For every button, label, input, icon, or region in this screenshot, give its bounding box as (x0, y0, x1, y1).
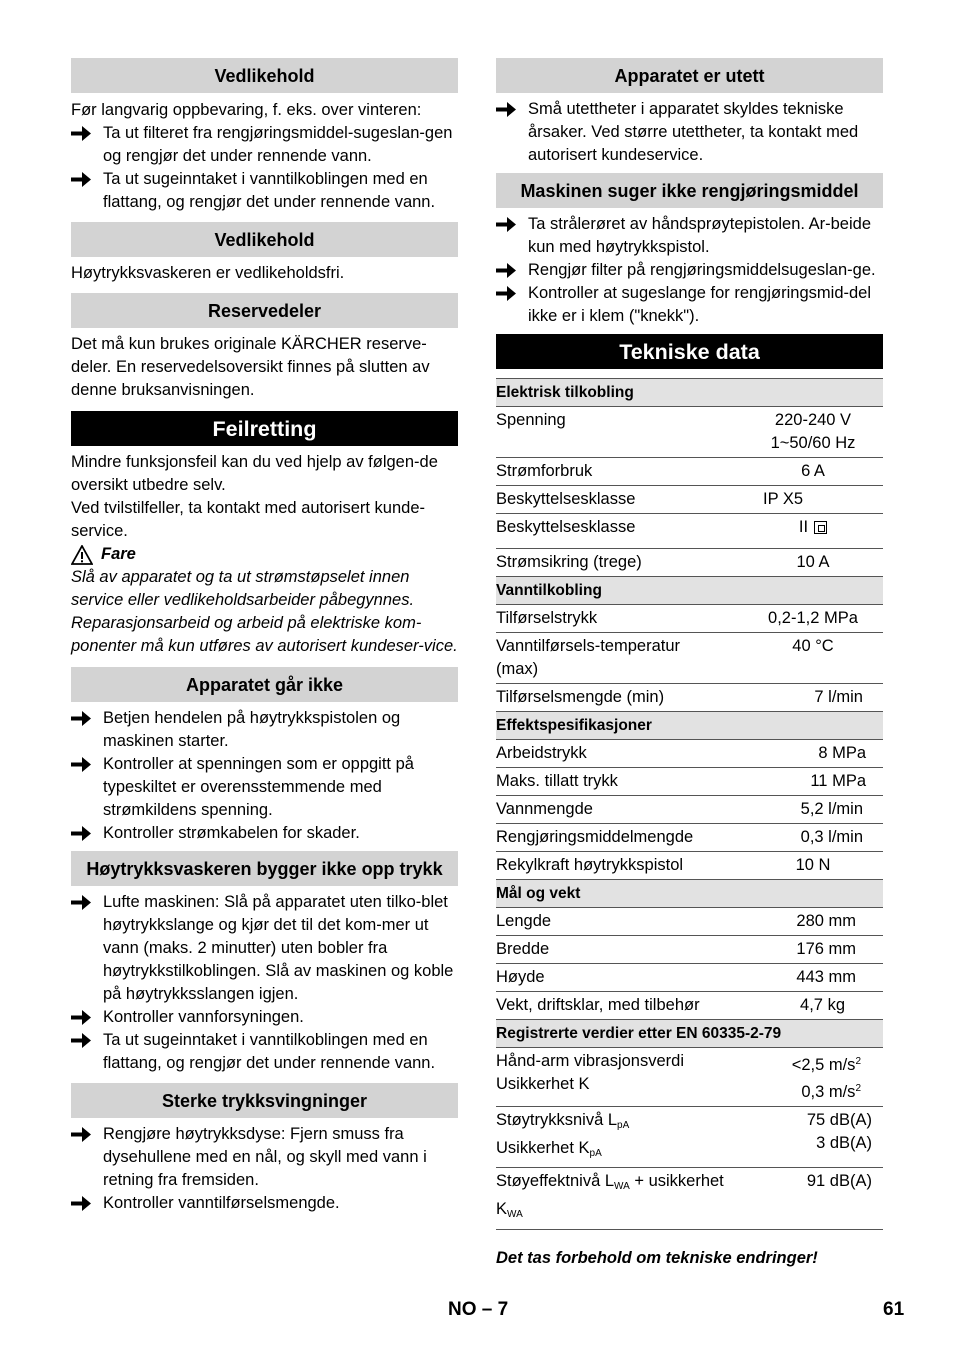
list-item: Lufte maskinen: Slå på apparatet uten tilko-blet høytrykkslange og kjør det til det kom-mer ut vann (maks. 2 minutter) uten bobler fra høytrykkstilkoblingen. Slå av maskinen og koble på høytrykksslangen igjen. (71, 891, 458, 1006)
arrow-right-icon (496, 285, 516, 302)
table-row: Vekt, driftsklar, med tilbehør 4,7 kg (496, 992, 883, 1020)
table-section-row: Vanntilkobling (496, 577, 883, 605)
section-heading-vedlikehold: Vedlikehold (71, 222, 458, 257)
warning-icon (71, 545, 93, 565)
list-item: Rengjøre høytrykksdyse: Fjern smuss fra dysehullene med en nål, og skyll med vann i retning fra fremsiden. (71, 1123, 458, 1192)
table-row: Rekylkraft høytrykkspistol 10 N (496, 852, 883, 880)
arrow-right-icon (71, 710, 91, 727)
arrow-right-icon (71, 1032, 91, 1049)
table-row: Maks. tillatt trykk 11 MPa (496, 768, 883, 796)
table-section-row: Mål og vekt (496, 880, 883, 908)
table-row: Vanntilførsels-temperatur (max) 40 °C (496, 633, 883, 684)
arrow-right-icon (71, 171, 91, 188)
paragraph: Høytrykksvaskeren er vedlikeholdsfri. (71, 264, 345, 282)
section-heading-bygger-ikke-opp-trykk: Høytrykksvaskeren bygger ikke opp trykk (71, 851, 458, 886)
list-item: Kontroller at spenningen som er oppgitt på typeskiltet er overensstemmende med strømkildens spenning. (71, 753, 458, 822)
arrow-right-icon (71, 1009, 91, 1026)
arrow-right-icon (496, 101, 516, 118)
table-section-row: Effektspesifikasjoner (496, 712, 883, 740)
paragraph: Ved tvilstilfeller, ta kontakt med autorisert kunde-service. (71, 499, 426, 540)
table-row: Vannmengde 5,2 l/min (496, 796, 883, 824)
table-row: Rengjøringsmiddelmengde 0,3 l/min (496, 824, 883, 852)
section-heading-apparatet-gar-ikke: Apparatet går ikke (71, 667, 458, 702)
list-item: Ta ut filteret fra rengjøringsmiddel-sugeslan-gen og rengjør det under rennende vann. (71, 122, 458, 168)
page-number: 61 (883, 1299, 905, 1320)
list-item: Rengjør filter på rengjøringsmiddelsugeslan-ge. (496, 259, 883, 282)
list-item: Betjen hendelen på høytrykkspistolen og maskinen starter. (71, 707, 458, 753)
table-row: Støytrykksnivå $L_{pA}$ Usikkerhet $K_{pA}$ 75 dB(A) 3 dB(A) (496, 1107, 883, 1168)
table-row: Tilførselstrykk 0,2-1,2 MPa (496, 605, 883, 633)
arrow-right-icon (71, 1195, 91, 1212)
list-item: Kontroller at sugeslange for rengjøringsmid-del ikke er i klem ("knekk"). (496, 282, 883, 328)
paragraph: Før langvarig oppbevaring, f. eks. over vinteren: (71, 101, 422, 119)
table-row: Bredde 176 mm (496, 936, 883, 964)
table-row: Høyde 443 mm (496, 964, 883, 992)
table-row: Hånd-arm vibrasjonsverdi Usikkerhet K <2,5 $m/s^2$ 0,3 $m/s^2$ (496, 1048, 883, 1107)
list-item: Kontroller strømkabelen for skader. (71, 822, 458, 845)
list-item: Små utettheter i apparatet skyldes tekniske årsaker. Ved større utettheter, ta kontakt med autorisert kundeservice. (496, 98, 883, 167)
list-item: Kontroller vannforsyningen. (71, 1006, 458, 1029)
table-row: Strømforbruk 6 A (496, 458, 883, 486)
warning-text: Slå av apparatet og ta ut strømstøpselet innen service eller vedlikeholdsarbeider påbegynnes. (71, 568, 415, 609)
list-item: Ta strålerøret av håndsprøytepistolen. Ar-beide kun med høytrykkspistol. (496, 213, 883, 259)
paragraph: Mindre funksjonsfeil kan du ved hjelp av følgen-de oversikt utbedre selv. (71, 453, 438, 494)
section-heading-maskinen-suger-ikke: Maskinen suger ikke rengjøringsmiddel (496, 173, 883, 208)
table-section-row: Registrerte verdier etter EN 60335-2-79 (496, 1020, 883, 1048)
table-row: Tilførselsmengde (min) 7 l/min (496, 684, 883, 712)
technical-data-table (496, 378, 883, 1230)
disclaimer-note: Det tas forbehold om tekniske endringer! (496, 1249, 818, 1267)
table-row: Arbeidstrykk 8 MPa (496, 740, 883, 768)
table-row: Beskyttelsesklasse IP X5 (496, 486, 883, 514)
list-item: Ta ut sugeinntaket i vanntilkoblingen med en flattang, og rengjør det under rennende vann. (71, 1029, 458, 1075)
arrow-right-icon (496, 216, 516, 233)
arrow-right-icon (71, 894, 91, 911)
list-item: Kontroller vanntilførselsmengde. (71, 1192, 458, 1215)
section-heading-reservedeler: Reservedeler (71, 293, 458, 328)
table-row: Lengde 280 mm (496, 908, 883, 936)
section-heading-sterke-trykksvingninger: Sterke trykksvingninger (71, 1083, 458, 1118)
list-item: Ta ut sugeinntaket i vanntilkoblingen med en flattang, og rengjør det under rennende vann. (71, 168, 458, 214)
right-column (496, 58, 883, 1270)
arrow-right-icon (71, 125, 91, 142)
table-row: Støyeffektnivå $L_{WA}$ + usikkerhet $K_{WA}$ 91 dB(A) (496, 1168, 883, 1230)
section-heading-apparatet-er-utett: Apparatet er utett (496, 58, 883, 93)
section-heading-feilretting: Feilretting (71, 411, 458, 446)
protection-class-ii-icon (814, 521, 827, 534)
table-row: Beskyttelsesklasse II (496, 514, 883, 549)
table-section-row: Elektrisk tilkobling (496, 379, 883, 407)
section-heading-tekniske-data: Tekniske data (496, 334, 883, 369)
table-row: Strømsikring (trege) 10 A (496, 549, 883, 577)
arrow-right-icon (71, 756, 91, 773)
arrow-right-icon (71, 825, 91, 842)
warning-title: Fare (71, 543, 458, 566)
section-heading-vedlikehold: Vedlikehold (71, 58, 458, 93)
page-code: NO – 7 (448, 1299, 509, 1320)
arrow-right-icon (71, 1126, 91, 1143)
left-column (71, 58, 458, 1215)
paragraph: Det må kun brukes originale KÄRCHER reserve-deler. En reservedelsoversikt finnes på slutten av denne bruksanvisningen. (71, 335, 430, 399)
table-row: Spenning 220-240 V 1~50/60 Hz (496, 407, 883, 458)
warning-text: Reparasjonsarbeid og arbeid på elektriske kom-ponenter må kun utføres av autorisert kundeser-vice. (71, 614, 458, 655)
arrow-right-icon (496, 262, 516, 279)
